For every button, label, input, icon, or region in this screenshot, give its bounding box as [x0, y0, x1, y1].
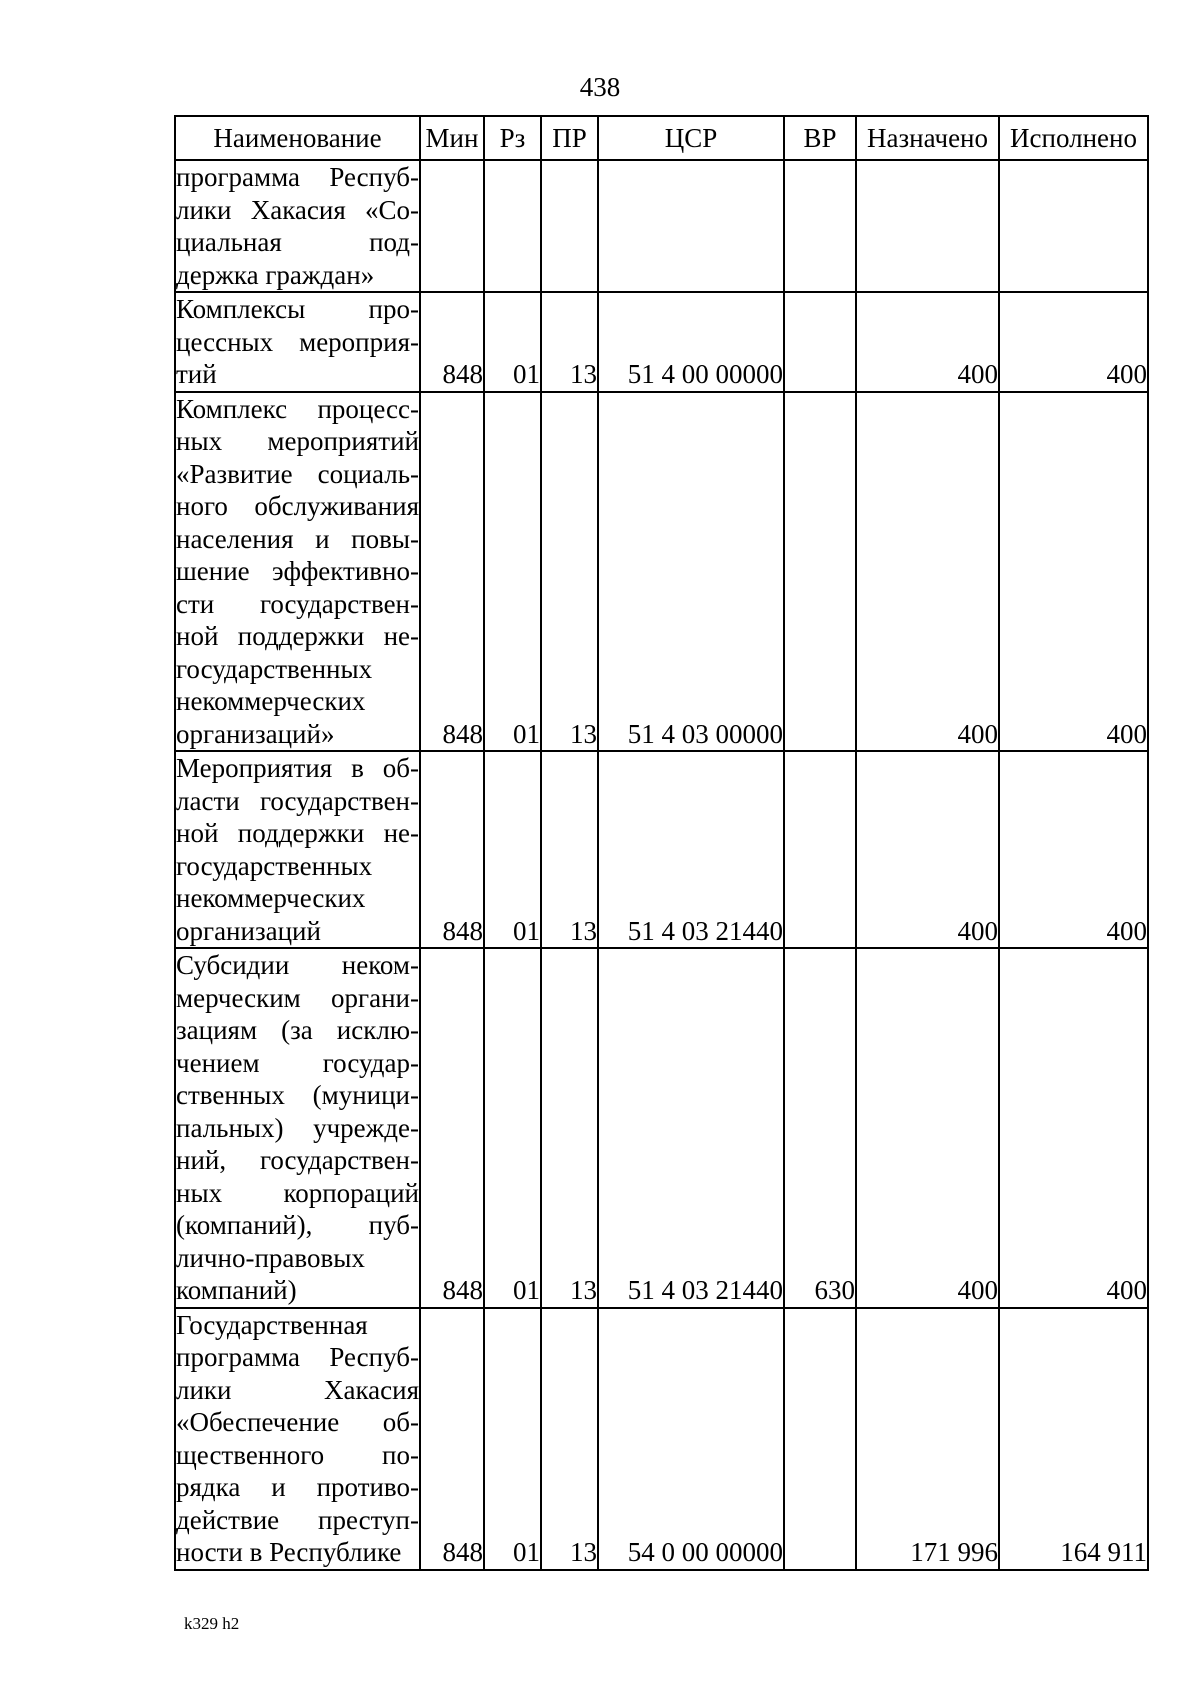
name-line: ственных (муници- — [176, 1080, 419, 1110]
cell-assigned — [856, 160, 999, 292]
cell-executed: 400 — [999, 948, 1148, 1308]
cell-rz — [484, 160, 541, 292]
cell-csr: 51 4 03 21440 — [598, 751, 784, 948]
table-row — [175, 160, 1148, 292]
name-line: программа Респуб- — [176, 1342, 419, 1372]
column-header-vr: ВР — [784, 116, 856, 160]
name-line: лики Хакасия «Со- — [176, 194, 419, 225]
cell-min: 848 — [420, 948, 484, 1308]
cell-executed: 400 — [999, 751, 1148, 948]
name-line: Государственная — [176, 1309, 368, 1340]
table-row — [175, 292, 1148, 392]
name-line: ний, государствен- — [176, 1145, 419, 1175]
column-header-assigned: Назначено — [856, 116, 999, 160]
table-header — [175, 116, 1148, 160]
name-line: некоммерческих — [176, 883, 366, 913]
column-header-name: Наименование — [175, 116, 420, 160]
cell-rz: 01 — [484, 751, 541, 948]
cell-min: 848 — [420, 751, 484, 948]
cell-csr: 51 4 00 00000 — [598, 292, 784, 392]
cell-assigned: 400 — [856, 292, 999, 392]
footer-code: k329 h2 — [184, 1614, 240, 1633]
cell-executed: 400 — [999, 292, 1148, 392]
name-line: чением государ- — [176, 1047, 419, 1078]
cell-name — [175, 948, 420, 1308]
name-line: действие преступ- — [176, 1504, 419, 1535]
cell-assigned: 400 — [856, 392, 999, 752]
cell-vr: 630 — [784, 948, 856, 1308]
cell-rz: 01 — [484, 292, 541, 392]
name-line: держка граждан» — [176, 259, 375, 290]
cell-name — [175, 751, 420, 948]
cell-name — [175, 160, 420, 292]
name-line: Комплекс процесс- — [176, 393, 419, 424]
cell-pr — [541, 160, 598, 292]
budget-table — [174, 115, 1149, 1571]
table-row — [175, 392, 1148, 752]
name-line: (компаний), пуб- — [176, 1210, 419, 1240]
cell-pr: 13 — [541, 948, 598, 1308]
name-line: щественного по- — [176, 1439, 419, 1470]
cell-assigned: 400 — [856, 751, 999, 948]
cell-name — [175, 392, 420, 752]
cell-pr: 13 — [541, 392, 598, 752]
name-line: лично-правовых — [176, 1242, 365, 1273]
name-line: мерческим органи- — [176, 982, 419, 1013]
name-line: ности в Республике — [176, 1537, 402, 1567]
name-line: государственных — [176, 653, 373, 684]
cell-pr: 13 — [541, 292, 598, 392]
name-line: зациям (за исклю- — [176, 1015, 419, 1045]
name-line: ных мероприятий — [176, 426, 419, 456]
cell-vr — [784, 751, 856, 948]
cell-rz: 01 — [484, 392, 541, 752]
cell-min: 848 — [420, 292, 484, 392]
name-line: ласти государствен- — [176, 785, 419, 816]
name-line: организаций — [176, 915, 321, 946]
cell-min: 848 — [420, 392, 484, 752]
column-header-rz: Рз — [484, 116, 541, 160]
cell-name — [175, 292, 420, 392]
name-line: шение эффективно- — [176, 556, 419, 586]
name-line: «Развитие социаль- — [176, 458, 419, 489]
table-row — [175, 751, 1148, 948]
cell-assigned: 400 — [856, 948, 999, 1308]
cell-vr — [784, 1308, 856, 1570]
column-header-csr: ЦСР — [598, 116, 784, 160]
column-header-pr: ПР — [541, 116, 598, 160]
name-line: лики Хакасия — [176, 1374, 419, 1405]
cell-vr — [784, 160, 856, 292]
cell-min — [420, 160, 484, 292]
cell-assigned: 171 996 — [856, 1308, 999, 1570]
cell-csr: 51 4 03 21440 — [598, 948, 784, 1308]
name-line: организаций» — [176, 718, 335, 749]
name-line: программа Респуб- — [176, 162, 419, 192]
column-header-executed: Исполнено — [999, 116, 1148, 160]
cell-pr: 13 — [541, 1308, 598, 1570]
cell-csr — [598, 160, 784, 292]
name-line: Субсидии неком- — [176, 950, 419, 980]
name-line: сти государствен- — [176, 588, 419, 619]
page-number: 438 — [579, 72, 621, 102]
table-row — [175, 1308, 1148, 1570]
name-line: некоммерческих — [176, 686, 366, 716]
name-line: государственных — [176, 850, 373, 881]
cell-executed: 164 911 — [999, 1308, 1148, 1570]
name-line: населения и повы- — [176, 523, 419, 554]
name-line: Мероприятия в об- — [176, 753, 419, 783]
name-line: ного обслуживания — [176, 491, 419, 521]
column-header-min: Мин — [420, 116, 484, 160]
cell-csr: 54 0 00 00000 — [598, 1308, 784, 1570]
cell-executed: 400 — [999, 392, 1148, 752]
cell-rz: 01 — [484, 1308, 541, 1570]
name-line: ной поддержки не- — [176, 818, 419, 848]
cell-rz: 01 — [484, 948, 541, 1308]
name-line: цессных мероприя- — [176, 326, 419, 357]
cell-vr — [784, 392, 856, 752]
name-line: тий — [176, 359, 217, 389]
table-row — [175, 948, 1148, 1308]
cell-csr: 51 4 03 00000 — [598, 392, 784, 752]
name-line: ных корпораций — [176, 1177, 419, 1208]
header-row — [175, 116, 1148, 160]
name-line: компаний) — [176, 1275, 297, 1305]
name-line: циальная под- — [176, 227, 419, 257]
cell-vr — [784, 292, 856, 392]
name-line: «Обеспечение об- — [176, 1407, 419, 1437]
name-line: рядка и противо- — [176, 1472, 419, 1502]
table-body — [175, 160, 1148, 1570]
cell-min: 848 — [420, 1308, 484, 1570]
name-line: ной поддержки не- — [176, 621, 419, 651]
cell-name — [175, 1308, 420, 1570]
name-line: Комплексы про- — [176, 294, 419, 324]
cell-pr: 13 — [541, 751, 598, 948]
name-line: пальных) учрежде- — [176, 1112, 419, 1143]
cell-executed — [999, 160, 1148, 292]
